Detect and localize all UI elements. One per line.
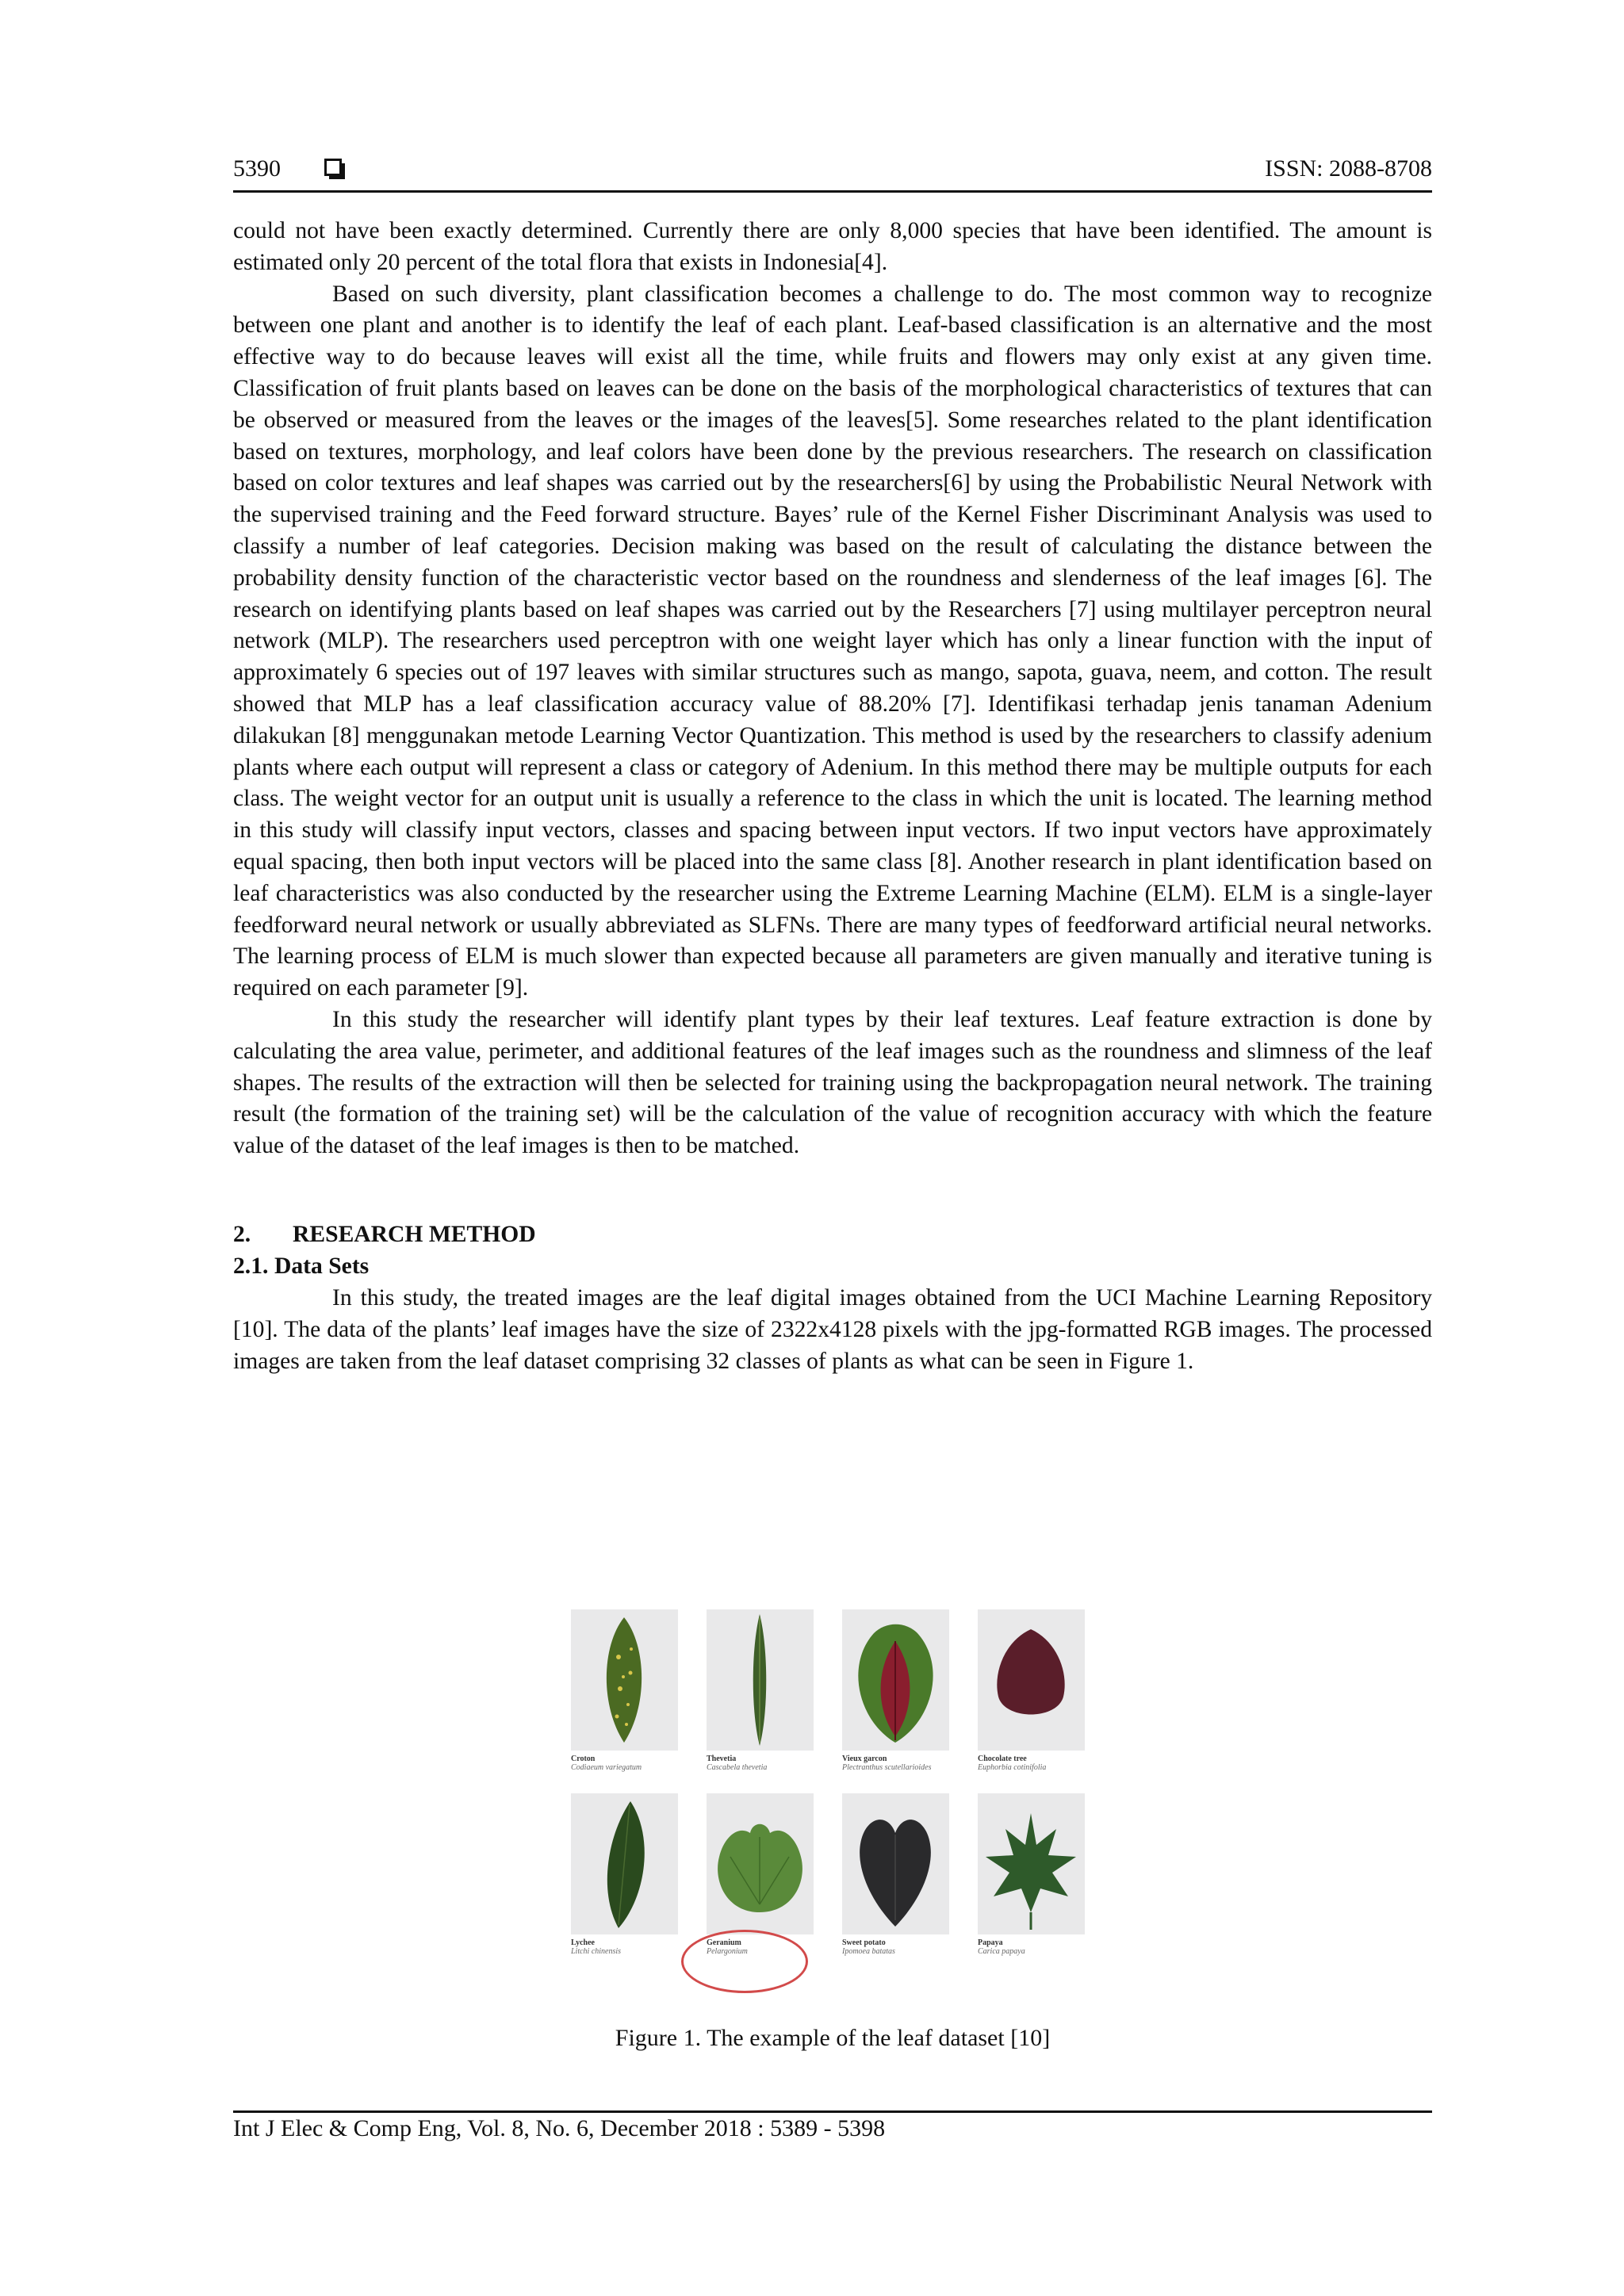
figure-caption: Figure 1. The example of the leaf dataset [10]: [615, 2025, 1051, 2051]
leaf-image-sweet-potato: [842, 1793, 949, 1934]
footer-rule: [233, 2110, 1432, 2113]
leaf-image-thevetia: [707, 1609, 814, 1751]
leaf-label: Vieux garcon Plectranthus scutellarioides: [842, 1755, 932, 1772]
issn: ISSN: 2088-8708: [1265, 155, 1432, 182]
leaf-label: Papaya Carica papaya: [978, 1938, 1025, 1956]
leaf-label: Sweet potato Ipomoea batatas: [842, 1938, 895, 1956]
section-heading: [233, 1219, 1432, 1251]
leaf-image-vieux-garcon: [842, 1609, 949, 1751]
subsection-title: Data Sets: [274, 1253, 370, 1279]
leaf-shape: [607, 1801, 645, 1928]
body-text: [233, 216, 1432, 1377]
leaf-image-lychee: [571, 1793, 678, 1934]
subsection-heading: [233, 1251, 1432, 1283]
running-header: [233, 155, 1432, 190]
leaf-image-chocolate-tree: [978, 1609, 1085, 1751]
subsection-number: 2.1.: [233, 1253, 269, 1279]
header-rule: [233, 190, 1432, 193]
paragraph: In this study, the treated images are the leaf digital images obtained from the UCI Machine Learning Repository [10]. The data of the plants’ leaf images have the size of 2322x4128 pixels with the jpg-formatted RGB images. The processed images are taken from the leaf dataset comprising 32 classes of plants as what can be seen in Figure 1.: [233, 1284, 1432, 1374]
leaf-label: Thevetia Cascabela thevetia: [707, 1755, 768, 1772]
leaf-label: Lychee Litchi chinensis: [571, 1938, 622, 1956]
leaf-shape: [607, 1617, 642, 1743]
leaf-image-papaya: [978, 1793, 1085, 1934]
leaf-dataset-figure: [567, 1609, 1090, 1990]
page-number: 5390: [233, 155, 281, 182]
leaf-label: Geranium Pelargonium: [707, 1938, 748, 1956]
highlight-oval: [681, 1930, 808, 1993]
leaf-shape: [997, 1629, 1064, 1715]
leaf-label: Chocolate tree Euphorbia cotinifolia: [978, 1755, 1047, 1772]
square-bullet-icon: [324, 159, 342, 176]
leaf-shape: [986, 1813, 1076, 1912]
footer-citation: Int J Elec & Comp Eng, Vol. 8, No. 6, December 2018 : 5389 - 5398: [233, 2115, 886, 2141]
section-title: RESEARCH METHOD: [293, 1221, 536, 1247]
paragraph: could not have been exactly determined. Currently there are only 8,000 species that have been identified. The amount is estimated only 20 percent of the total flora that exists in Indonesia[4].: [233, 218, 1432, 275]
section-number: 2.: [233, 1221, 251, 1247]
paragraph: In this study the researcher will identify plant types by their leaf textures. Leaf feature extraction is done by calculating the area value, perimeter, and additional features of the leaf images such as the roundness and slimness of the leaf shapes. The results of the extraction will then be selected for training using the backpropagation neural network. The training result (the formation of the training set) will be the calculation of the value of recognition accuracy with which the feature value of the dataset of the leaf images is then to be matched.: [233, 1006, 1432, 1159]
leaf-label: Croton Codiaeum variegatum: [571, 1755, 642, 1772]
leaf-image-croton: [571, 1609, 678, 1751]
leaf-image-geranium: [707, 1793, 814, 1934]
paragraph: Based on such diversity, plant classification becomes a challenge to do. The most common way to recognize between one plant and another is to identify the leaf of each plant. Leaf-based classification is an alternative and the most effective way to do because leaves will exist all the time, while fruits and flowers may only exist at any given time. Classification of fruit plants based on leaves can be done on the basis of the morphological characteristics of textures that can be observed or measured from the leaves or the images of the leaves[5]. Some researches related to the plant identification based on textures, morphology, and leaf colors have been done by the previous researchers. The research on classification based on color textures and leaf shapes was carried out by the researchers[6] by using the Probabilistic Neural Network with the supervised training and the Feed forward structure. Bayes’ rule of the Kernel Fisher Discriminant Analysis was used to classify a number of leaf categories. Decision making was based on the result of calculating the distance between the probability density function of the characteristic vector based on the roundness and slenderness of the leaf images [6]. The research on identifying plants based on leaf shapes was carried out by the Researchers [7] using multilayer perceptron neural network (MLP). The researchers used perceptron with one weight layer which has only a linear function with the input of approximately 6 species out of 197 leaves with similar structures such as mango, sapota, guava, neem, and cotton. The result showed that MLP has a leaf classification accuracy value of 88.20% [7]. Identifikasi terhadap jenis tanaman Adenium dilakukan [8] menggunakan metode Learning Vector Quantization. This method is used by the researchers to classify adenium plants where each output will represent a class or category of Adenium. In this method there may be multiple outputs for each class. The weight vector for an output unit is usually a reference to the class in which the unit is located. The learning method in this study will classify input vectors, classes and spacing between input vectors. If two input vectors have approximately equal spacing, then both input vectors will be placed into the same class [8]. Another research in plant identification based on leaf characteristics was also conducted by the researcher using the Extreme Learning Machine (ELM). ELM is a single-layer feedforward neural network or usually abbreviated as SLFNs. There are many types of feedforward artificial neural networks. The learning process of ELM is much slower than expected because all parameters are given manually and iterative tuning is required on each parameter [9].: [233, 281, 1432, 1001]
